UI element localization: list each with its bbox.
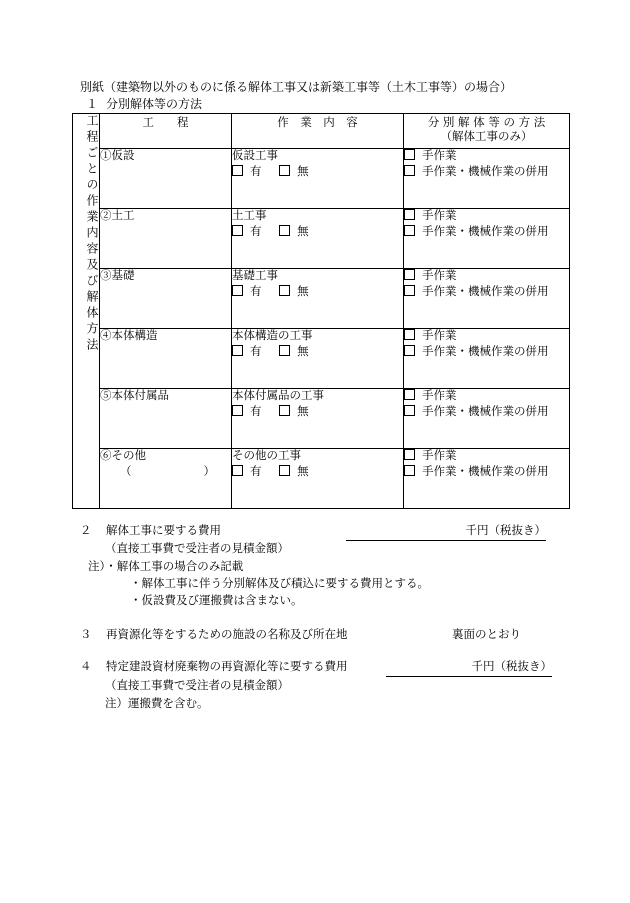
section1-number: １ <box>86 97 99 111</box>
checkbox-manual[interactable] <box>404 329 415 340</box>
work-cell: その他の工事 有 無 <box>232 449 404 509</box>
demolition-cost-unit: 千円（税抜き） <box>465 523 546 537</box>
checkbox-no[interactable] <box>279 345 290 356</box>
checkbox-yes[interactable] <box>232 345 243 356</box>
section3-reference: 裏面のとおり <box>452 627 521 641</box>
checkbox-manual[interactable] <box>404 149 415 160</box>
table-row <box>73 389 570 449</box>
method-cell: 手作業 手作業・機械作業の併用 <box>404 389 570 449</box>
demolition-method-table <box>72 113 570 509</box>
checkbox-combined[interactable] <box>404 405 415 416</box>
checkbox-no[interactable] <box>279 465 290 476</box>
checkbox-combined[interactable] <box>404 345 415 356</box>
section2-note: （直接工事費で受注者の見積金額） <box>105 541 289 555</box>
work-cell: 本体付属品の工事 有 無 <box>232 389 404 449</box>
recycling-cost-unit: 千円（税抜き） <box>471 659 552 673</box>
work-cell: 土工事 有 無 <box>232 209 404 269</box>
process-cell: ④本体構造 <box>100 329 232 389</box>
section2-heading: ２ 解体工事に要する費用 <box>80 523 221 537</box>
header-work: 作 業 内 容 <box>232 114 404 149</box>
section2-bullet1: ・解体工事に伴う分別解体及び積込に要する費用とする。 <box>130 576 429 590</box>
side-label: 工程ごとの作業内容及び解体方法 <box>73 114 100 509</box>
process-cell: ①仮設 <box>100 149 232 209</box>
header-process: 工 程 <box>100 114 232 149</box>
process-cell: ③基礎 <box>100 269 232 329</box>
section3-label: 再資源化等をするための施設の名称及び所在地 <box>106 627 348 641</box>
recycling-cost-field[interactable] <box>386 660 552 677</box>
section4-label: 特定建設資材廃棄物の再資源化等に要する費用 <box>106 659 348 673</box>
checkbox-manual[interactable] <box>404 269 415 280</box>
checkbox-yes[interactable] <box>232 405 243 416</box>
method-cell: 手作業 手作業・機械作業の併用 <box>404 329 570 389</box>
header-method <box>404 114 570 149</box>
checkbox-manual[interactable] <box>404 449 415 460</box>
process-cell: ②土工 <box>100 209 232 269</box>
header-method-line2: （解体工事のみ） <box>440 128 533 143</box>
table-row <box>73 209 570 269</box>
method-cell: 手作業 手作業・機械作業の併用 <box>404 269 570 329</box>
table-row <box>73 329 570 389</box>
other-spec-field[interactable]: （ ） <box>120 464 215 478</box>
checkbox-yes[interactable] <box>232 165 243 176</box>
demolition-cost-field[interactable] <box>346 524 546 541</box>
work-cell: 基礎工事 有 無 <box>232 269 404 329</box>
method-cell: 手作業 手作業・機械作業の併用 <box>404 149 570 209</box>
method-cell: 手作業 手作業・機械作業の併用 <box>404 449 570 509</box>
section1-title: 分別解体等の方法 <box>106 97 203 111</box>
process-cell: ⑥その他 （ ） <box>100 449 232 509</box>
checkbox-combined[interactable] <box>404 285 415 296</box>
checkbox-no[interactable] <box>279 165 290 176</box>
checkbox-no[interactable] <box>279 285 290 296</box>
header-method-line1: 分 別 解 体 等 の 方 法 <box>427 115 546 129</box>
table-row <box>73 449 570 509</box>
checkbox-yes[interactable] <box>232 225 243 236</box>
section4-note: （直接工事費で受注者の見積金額） <box>105 678 289 692</box>
checkbox-combined[interactable] <box>404 225 415 236</box>
checkbox-manual[interactable] <box>404 209 415 220</box>
checkbox-yes[interactable] <box>232 285 243 296</box>
section2-bullet2: ・仮設費及び運搬費は含まない。 <box>130 593 303 607</box>
section2-note-label: 注）・解体工事の場合のみ記載 <box>88 559 244 573</box>
page-title: 別紙（建築物以外のものに係る解体工事又は新築工事等（土木工事等）の場合） <box>80 80 513 94</box>
section4-note2: 注）運搬費を含む。 <box>105 696 209 710</box>
work-cell: 仮設工事 有 無 <box>232 149 404 209</box>
section1-heading <box>86 97 202 111</box>
checkbox-manual[interactable] <box>404 389 415 400</box>
work-cell: 本体構造の工事 有 無 <box>232 329 404 389</box>
process-cell: ⑤本体付属品 <box>100 389 232 449</box>
section3-heading: ３ 再資源化等をするための施設の名称及び所在地 <box>80 627 348 641</box>
checkbox-combined[interactable] <box>404 165 415 176</box>
table-row <box>73 149 570 209</box>
checkbox-no[interactable] <box>279 225 290 236</box>
section4-heading: ４ 特定建設資材廃棄物の再資源化等に要する費用 <box>80 659 348 673</box>
table-row <box>73 269 570 329</box>
method-cell: 手作業 手作業・機械作業の併用 <box>404 209 570 269</box>
checkbox-no[interactable] <box>279 405 290 416</box>
checkbox-combined[interactable] <box>404 465 415 476</box>
section2-label: 解体工事に要する費用 <box>106 523 221 537</box>
checkbox-yes[interactable] <box>232 465 243 476</box>
